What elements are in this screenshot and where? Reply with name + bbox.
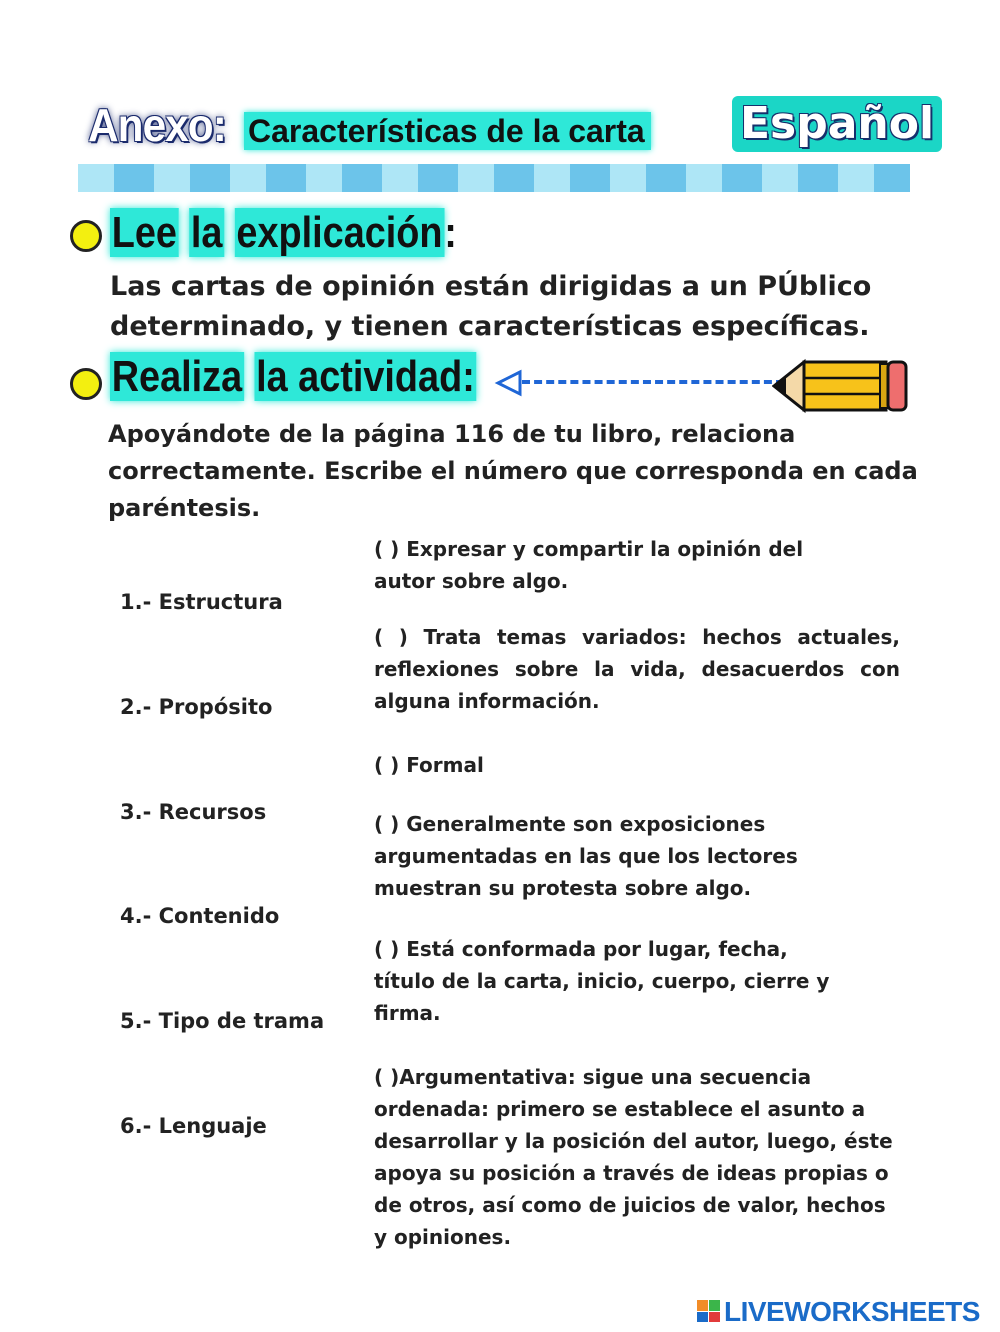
- section-activity-word-2: la actividad:: [256, 352, 475, 401]
- option-4-line: ( ) Generalmente son exposiciones: [374, 812, 766, 836]
- option-5-line: título de la carta, inicio, cuerpo, cierre y: [374, 969, 830, 993]
- section-read-word-3: explicación: [236, 208, 443, 257]
- option-6-line: ordenada: primero se establece el asunto a: [374, 1097, 866, 1121]
- item-estructura: 1.- Estructura: [120, 590, 283, 614]
- explanation-line-1: Las cartas de opinión están dirigidas a un PÚblico: [110, 271, 872, 302]
- option-6-line: ( )Argumentativa: sigue una secuencia: [374, 1065, 812, 1089]
- arrow-head-icon: [494, 368, 524, 398]
- section-read-title: [110, 208, 457, 258]
- option-3-line: ( ) Formal: [374, 753, 484, 777]
- dashed-arrow-line: [522, 380, 784, 384]
- option-6-line: desarrollar y la posición del autor, luego, éste: [374, 1129, 893, 1153]
- item-tipo-de-trama: 5.- Tipo de trama: [120, 1009, 325, 1033]
- item-proposito: 2.- Propósito: [120, 695, 273, 719]
- instruction-line-2: correctamente. Escribe el número que corresponda en cada: [108, 457, 918, 485]
- option-1-line: ( ) Expresar y compartir la opinión del: [374, 537, 804, 561]
- liveworksheets-logo-icon: [697, 1300, 721, 1322]
- section-read-word-1: Lee: [111, 208, 177, 257]
- section-read-word-2: la: [190, 208, 223, 257]
- instruction-line-1: Apoyándote de la página 116 de tu libro, relaciona: [108, 420, 796, 448]
- option-5-line: firma.: [374, 1001, 441, 1025]
- page-title: Características de la carta: [244, 112, 651, 150]
- option-6-line: de otros, así como de juicios de valor, hechos: [374, 1193, 886, 1217]
- item-recursos: 3.- Recursos: [120, 800, 267, 824]
- option-6: [374, 1061, 900, 1253]
- option-4: [374, 808, 900, 904]
- instruction-line-3: paréntesis.: [108, 494, 261, 522]
- option-1: [374, 533, 900, 597]
- item-lenguaje: 6.- Lenguaje: [120, 1114, 267, 1138]
- option-1-line: autor sobre algo.: [374, 569, 569, 593]
- header-stripe: [78, 164, 910, 192]
- anexo-label: Anexo:: [88, 99, 226, 151]
- option-6-line: y opiniones.: [374, 1225, 512, 1249]
- option-4-line: argumentadas en las que los lectores: [374, 844, 798, 868]
- section-activity-title: [110, 352, 477, 402]
- option-5: [374, 933, 900, 1029]
- explanation-line-2: determinado, y tienen características específicas.: [110, 311, 870, 342]
- section-read-colon: :: [444, 208, 457, 257]
- option-6-line: apoya su posición a través de ideas propias o: [374, 1161, 889, 1185]
- option-2: ( ) Trata temas variados: hechos actuales, reflexiones sobre la vida, desacuerdos con alguna información.: [374, 625, 900, 713]
- item-contenido: 4.- Contenido: [120, 904, 280, 928]
- liveworksheets-logo-text[interactable]: LIVEWORKSHEETS: [724, 1296, 980, 1327]
- bullet-circle-icon: [70, 220, 102, 252]
- section-activity-word-1: Realiza: [111, 352, 243, 401]
- option-5-line: ( ) Está conformada por lugar, fecha,: [374, 937, 788, 961]
- pencil-icon: [772, 358, 912, 414]
- subject-badge: Español: [732, 96, 942, 152]
- option-4-line: muestran su protesta sobre algo.: [374, 876, 752, 900]
- option-3: [374, 749, 900, 781]
- bullet-circle-icon: [70, 368, 102, 400]
